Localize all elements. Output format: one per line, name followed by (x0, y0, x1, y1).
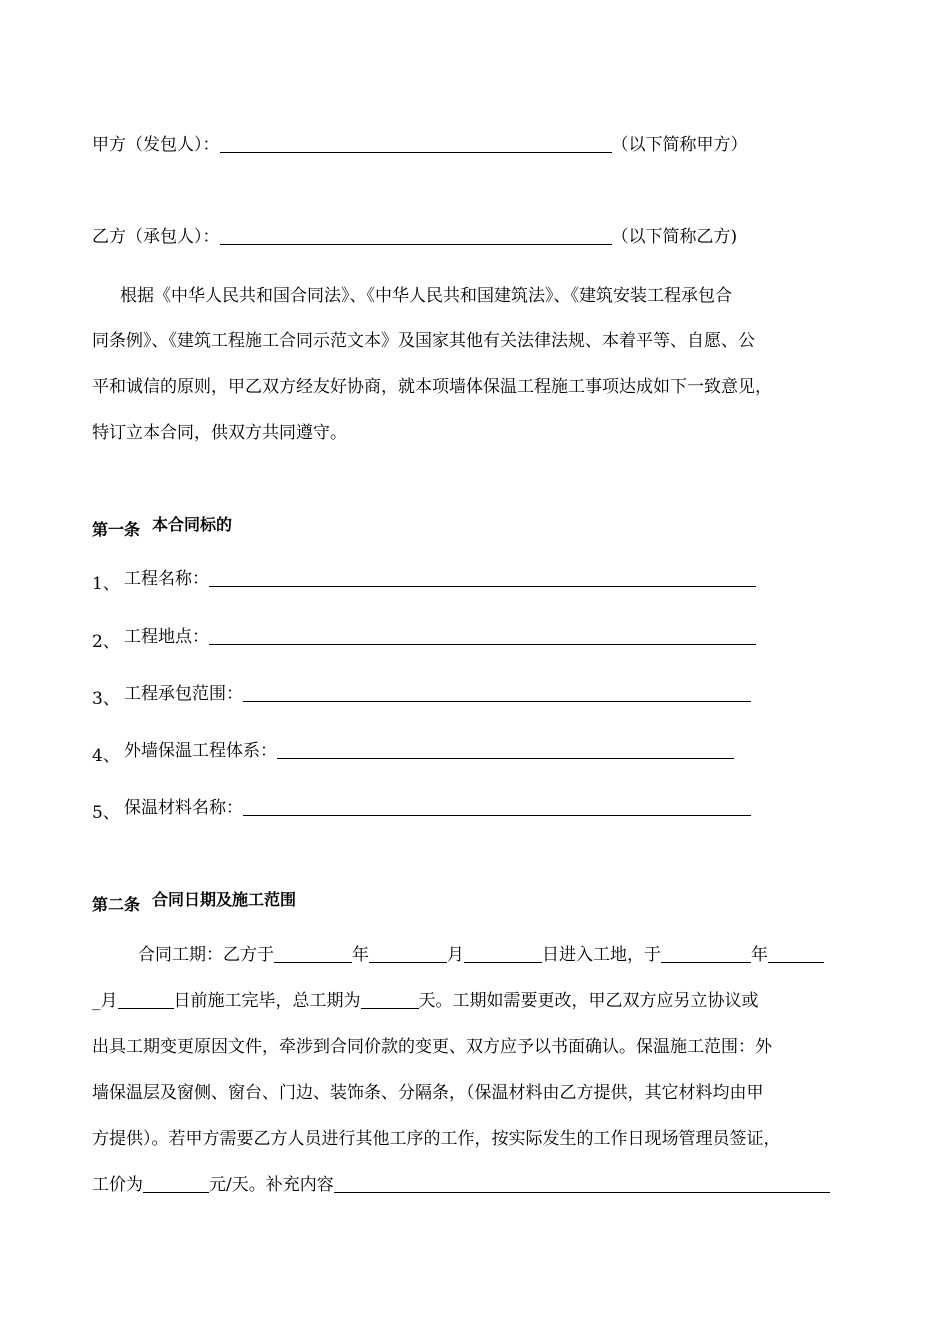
project-location-field[interactable] (209, 627, 756, 645)
article-2-line-2 (92, 990, 759, 1012)
intro-line-2: 同条例》、《建筑工程施工合同示范文本》及国家其他有关法律法规、本着平等、自愿、公 (92, 331, 755, 351)
text: 元/天。补充内容 (209, 1175, 334, 1195)
item-number: 1、 (92, 574, 120, 594)
article-2-line-1 (138, 944, 824, 966)
article-1-item (92, 683, 751, 709)
item-label: 外墙保温工程体系： (124, 741, 277, 761)
party-a-line (92, 134, 748, 156)
text: 月 (447, 945, 464, 965)
party-b-suffix: （以下简称乙方) (611, 227, 738, 247)
article-2-line-4: 墙保温层及窗侧、窗台、门边、装饰条、分隔条，（保温材料由乙方提供，其它材料均由甲 (92, 1083, 764, 1103)
article-1-title: 第一条 (92, 520, 141, 539)
text: 合同工期：乙方于 (138, 945, 274, 965)
party-a-label: 甲方（发包人）： (92, 135, 220, 155)
start-day-field[interactable] (464, 945, 542, 963)
total-days-field[interactable] (361, 991, 419, 1009)
insulation-material-field[interactable] (243, 798, 751, 816)
start-year-field[interactable] (274, 945, 352, 963)
text: 日前施工完毕，总工期为 (173, 991, 361, 1011)
item-label: 工程承包范围： (124, 684, 243, 704)
text: 天。工期如需要更改，甲乙双方应另立协议或 (418, 991, 759, 1011)
item-number: 4、 (92, 746, 120, 766)
article-1-heading (92, 514, 233, 539)
article-1-item (92, 568, 756, 594)
party-a-field[interactable] (220, 135, 612, 153)
supplementary-content-field[interactable] (334, 1175, 830, 1193)
intro-line-1: 根据《中华人民共和国合同法》、《中华人民共和国建筑法》、《建筑安装工程承包合 (120, 286, 732, 306)
party-b-line (92, 226, 737, 248)
text: 日进入工地，于 (542, 945, 661, 965)
article-2-title: 第二条 (92, 895, 141, 914)
start-month-field[interactable] (369, 945, 447, 963)
intro-line-4: 特订立本合同，供双方共同遵守。 (92, 423, 347, 443)
item-number: 5、 (92, 803, 120, 823)
article-2-line-3: 出具工期变更原因文件，牵涉到合同价款的变更、双方应予以书面确认。保温施工范围：外 (92, 1037, 772, 1057)
article-2-heading (92, 889, 297, 914)
end-day-field[interactable] (118, 991, 174, 1009)
item-label: 保温材料名称： (124, 798, 243, 818)
article-1-item (92, 797, 751, 823)
article-1-item (92, 626, 756, 652)
text: 年 (751, 945, 768, 965)
article-2-line-6 (92, 1174, 830, 1196)
project-name-field[interactable] (209, 569, 756, 587)
contract-scope-field[interactable] (243, 684, 751, 702)
text: _月 (92, 991, 118, 1011)
item-label: 工程名称： (124, 569, 209, 589)
end-year-field[interactable] (661, 945, 751, 963)
insulation-system-field[interactable] (277, 741, 734, 759)
text: 年 (352, 945, 369, 965)
end-month-field[interactable] (768, 945, 824, 963)
article-2-subtitle: 合同日期及施工范围 (152, 890, 297, 909)
item-number: 3、 (92, 689, 120, 709)
intro-line-3: 平和诚信的原则，甲乙双方经友好协商，就本项墙体保温工程施工事项达成如下一致意见， (92, 377, 772, 397)
party-a-suffix: （以下简称甲方） (611, 135, 748, 155)
daily-wage-field[interactable] (143, 1175, 209, 1193)
article-1-subtitle: 本合同标的 (152, 515, 233, 534)
item-label: 工程地点： (124, 627, 209, 647)
article-2-line-5: 方提供）。若甲方需要乙方人员进行其他工序的工作，按实际发生的工作日现场管理员签证， (92, 1129, 781, 1149)
party-b-label: 乙方（承包人）： (92, 227, 220, 247)
text: 工价为 (92, 1175, 143, 1195)
article-1-item (92, 740, 734, 766)
party-b-field[interactable] (220, 227, 612, 245)
item-number: 2、 (92, 632, 120, 652)
